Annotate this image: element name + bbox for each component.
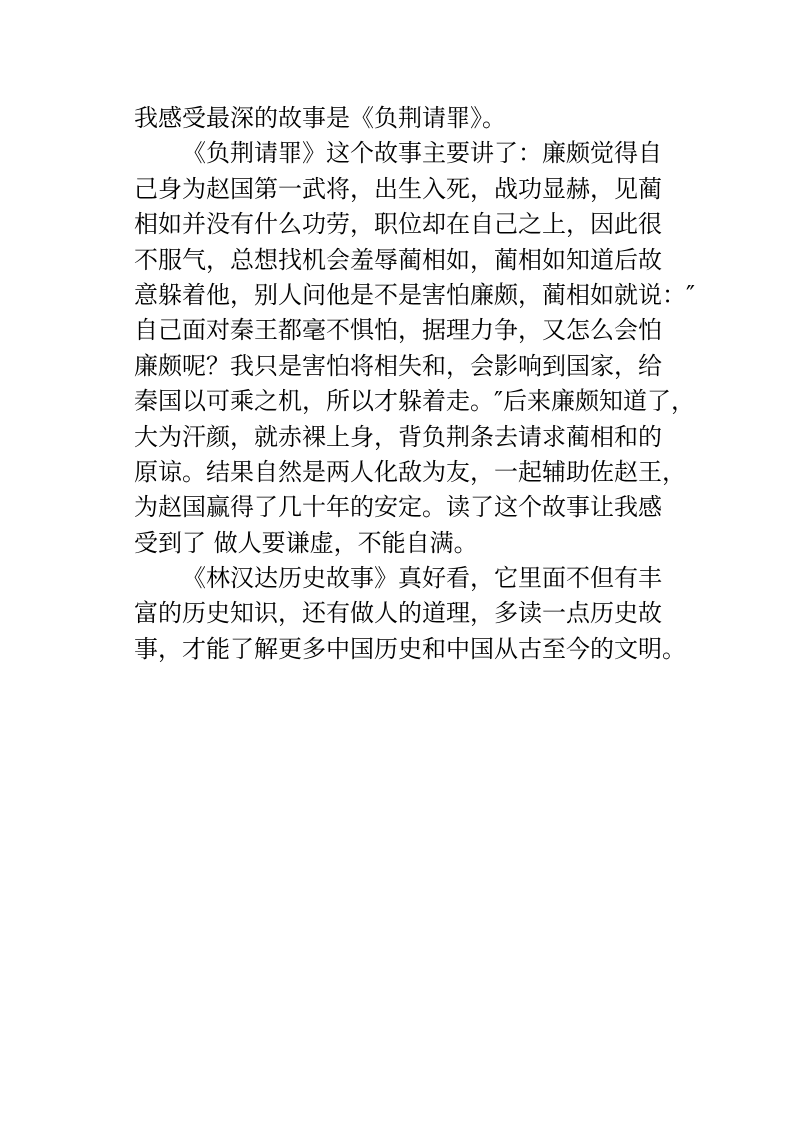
text-line: 原谅。结果自然是两人化敌为友，一起辅助佐赵王， [134, 457, 686, 486]
text-line: 自己面对秦王都毫不惧怕，据理力争，又怎么会怕 [134, 316, 662, 345]
paragraph-start-line: 《负荆请罪》这个故事主要讲了：廉颇觉得自 [182, 139, 662, 168]
text-line: 为赵国赢得了几十年的安定。读了这个故事让我感 [134, 493, 662, 522]
text-line: 相如并没有什么功劳，职位却在自己之上，因此很 [134, 210, 662, 239]
text-line: 大为汗颜，就赤裸上身，背负荆条去请求蔺相和的 [134, 422, 662, 451]
text-line: 廉颇呢？我只是害怕将相失和，会影响到国家，给 [134, 351, 662, 380]
text-line: 意躲着他，别人问他是不是害怕廉颇，蔺相如就说：″ [134, 280, 695, 309]
paragraph-start-line: 《林汉达历史故事》真好看，它里面不但有丰 [182, 564, 662, 593]
text-line: 受到了 做人要谦虚，不能自满。 [134, 528, 478, 557]
text-line: 事，才能了解更多中国历史和中国从古至今的文明。 [134, 634, 686, 663]
text-line: 我感受最深的故事是《负荆请罪》。 [134, 104, 506, 132]
essay-body [134, 101, 695, 667]
text-line: 己身为赵国第一武将，出生入死，战功显赫，见蔺 [134, 174, 662, 203]
text-line: 富的历史知识，还有做人的道理，多读一点历史故 [134, 599, 662, 628]
text-line: 不服气，总想找机会羞辱蔺相如，蔺相如知道后故 [134, 245, 662, 274]
text-line: 秦国以可乘之机，所以才躲着走。″后来廉颇知道了， [134, 387, 695, 416]
